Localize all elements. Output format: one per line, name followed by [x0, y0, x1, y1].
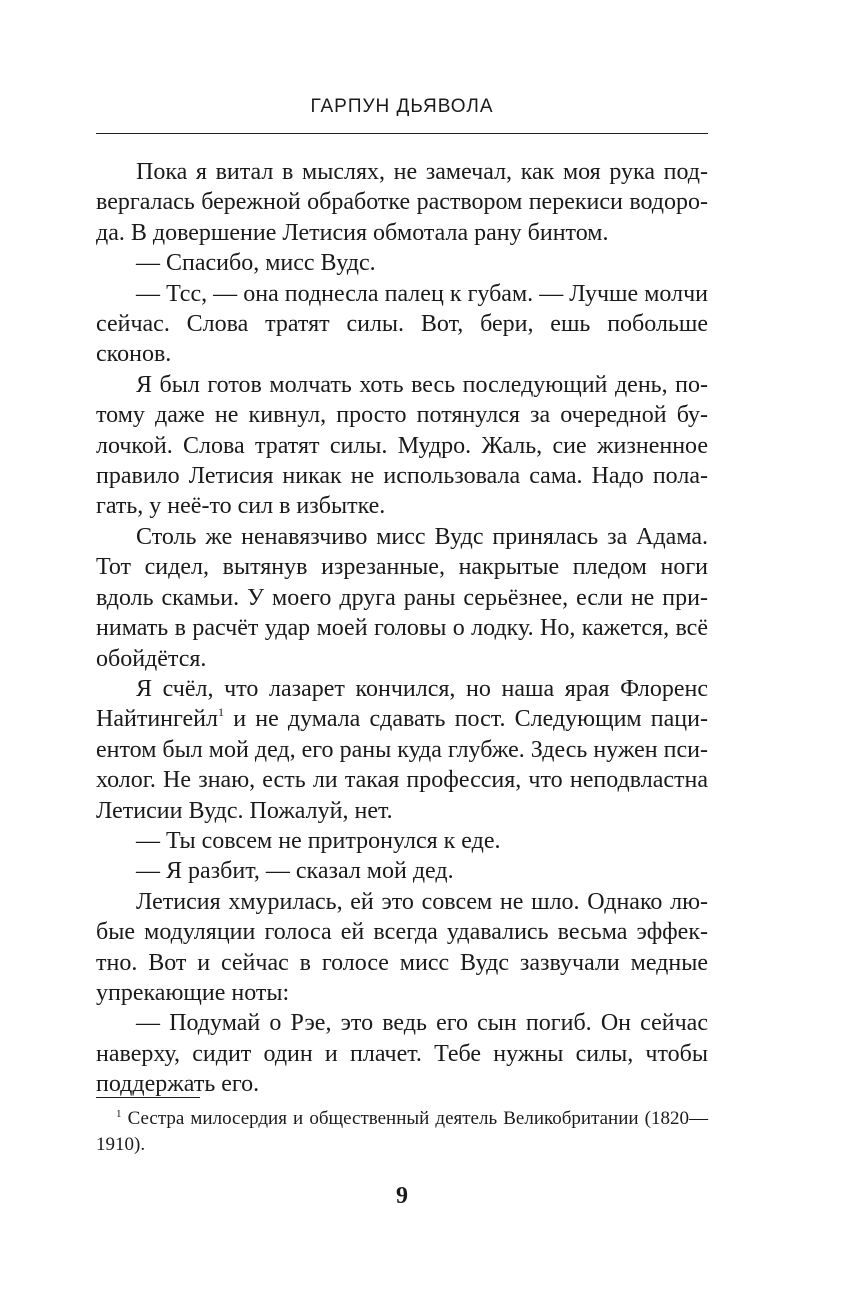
body-text — [96, 157, 708, 1100]
paragraph: Я был готов молчать хоть весь последующий день, потому даже не кивнул, просто потянулся за очередной булочкой. Слова тратят силы. Мудро. Жаль, сие жизненное правило Летисия никак не использовала сама. Надо полагать, у неё-то сил в избытке. — [96, 371, 708, 520]
footnote-mark: 1 — [116, 1108, 122, 1120]
dialogue-line: — Ты совсем не притронулся к еде. — [136, 827, 501, 854]
paragraph-text-after-note: и не думала сдавать пост. Следующим пациентом был мой дед, его раны куда глубже. Здесь нужен психолог. Не знаю, есть ли такая профессия, что неподвластна Летисии Вудс. Пожалуй, нет. — [96, 706, 708, 824]
dialogue-line: — Подумай о Рэе, это ведь его сын погиб. Он сейчас наверху, сидит один и плачет. Тебе нужны силы, чтобы поддержать его. — [96, 1010, 708, 1098]
page-number: 9 — [396, 1183, 408, 1209]
footnote-reference[interactable]: 1 — [218, 705, 225, 720]
paragraph: Летисия хмурилась, ей это совсем не шло. Однако любые модуляции голоса ей всегда удавались весьма эффектно. Вот и сейчас в голосе мисс Вудс зазвучали медные упрекающие ноты: — [96, 888, 708, 1006]
dialogue-line: — Тсс, — она поднесла палец к губам. — Лучше молчи сейчас. Слова тратят силы. Вот, бери, ешь побольше сконов. — [96, 280, 708, 368]
paragraph: Столь же ненавязчиво мисс Вудс принялась за Адама. Тот сидел, вытянув изрезанные, накрытые пледом ноги вдоль скамьи. У моего друга раны серьёзнее, если не принимать в расчёт удар моей головы о лодку. Но, кажется, всё обойдётся. — [96, 523, 708, 672]
footnote-body: Сестра милосердия и общественный деятель Великобритании (1820—1910). — [96, 1108, 708, 1155]
footnote-text — [96, 1106, 708, 1158]
paragraph: Пока я витал в мыслях, не замечал, как моя рука подвергалась бережной обработке раствором перекиси водорода. В довершение Летисия обмотала рану бинтом. — [96, 159, 708, 246]
running-title: ГАРПУН ДЬЯВОЛА — [310, 96, 494, 117]
dialogue-line: — Спасибо, мисс Вудс. — [136, 250, 376, 277]
paragraph-with-footnote — [96, 674, 708, 826]
footnote-rule — [96, 1097, 200, 1098]
paragraph-text-before-note: Я счёл, что лазарет кончился, но наша ярая Флоренс Найтингейл — [96, 675, 708, 733]
footnote — [96, 1106, 708, 1158]
dialogue-line: — Я разбит, — сказал мой дед. — [136, 858, 454, 885]
header-rule — [96, 133, 708, 134]
